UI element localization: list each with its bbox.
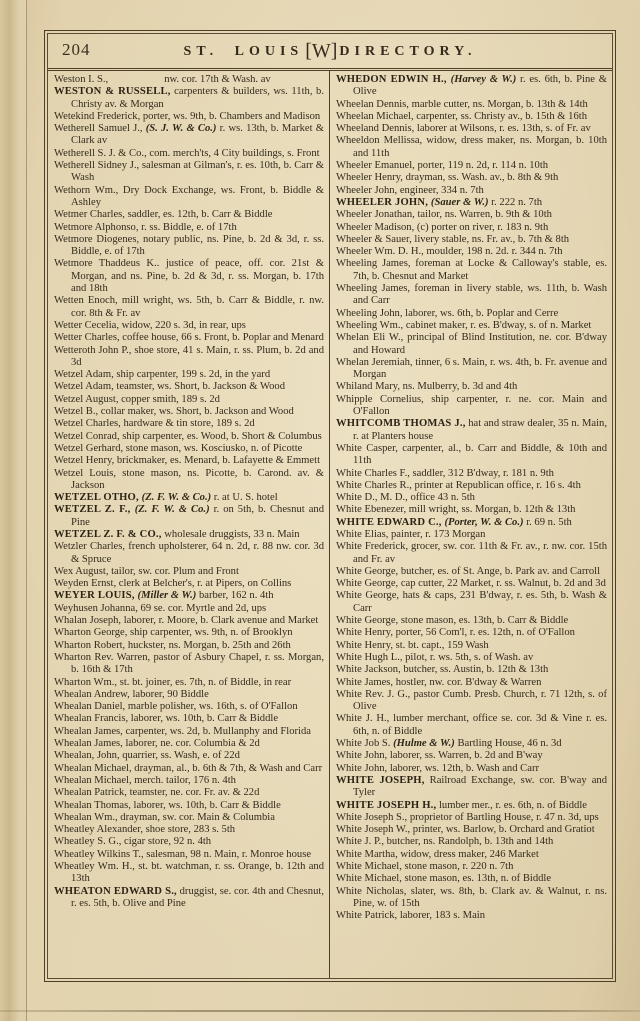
directory-entry: White Henry, porter, 56 Com'l, r. es. 12th, n. of O'Fallon [336,627,575,639]
directory-entry: Wheeling Wm., cabinet maker, r. es. B'dway, s. of n. Market [336,319,592,331]
directory-entry: White Ebenezer, mill wright, ss. Morgan, b. 12th & 13th [336,504,576,516]
directory-entry: White Frederick, grocer, sw. cor. 11th & Fr. av., r. nw. cor. 15th and Fr. av [336,541,607,565]
directory-entry: Wheatley Alexander, shoe store, 283 s. 5th [54,824,236,836]
directory-entry: WEYER LOUIS, (Miller & W.) barber, 162 n. 4th [54,590,274,602]
directory-entry: WHITCOMB THOMAS J., hat and straw dealer, 35 n. Main, r. at Planters house [336,418,607,442]
directory-entry: Wharton George, ship carpenter, ws. 9th, n. of Brooklyn [54,627,293,639]
directory-entry: Whealan Patrick, teamster, ne. cor. Fr. av. & 22d [54,787,260,799]
column-left [48,71,330,978]
directory-entry: Whealan Andrew, laborer, 90 Biddle [54,688,209,700]
page-title-left: ST. LOUIS [183,43,304,59]
directory-entry: Wetmore Thaddeus K.. justice of peace, off. cor. 21st & Morgan, and ns. Pine, b. 2d & 3d, r. ss. Morgan, b. 17th and 18th [54,258,324,295]
directory-entry: White Joseph S., proprietor of Bartling House, r. 47 n. 3d, ups [336,811,599,823]
page-title-right: DIRECTORY. [339,43,477,59]
page-title [184,40,477,63]
directory-entry: White Michael, stone mason, es. 13th, n. of Biddle [336,873,552,885]
directory-entry: WHEELER JOHN, (Sauer & W.) r. 222 n. 7th [336,196,543,208]
directory-entry: Weyhusen Johanna, 69 se. cor. Myrtle and 2d, ups [54,602,267,614]
directory-entry: Wheeler & Sauer, livery stable, ns. Fr. av., b. 7th & 8th [336,233,570,245]
directory-entry: Wheatley Wm. H., st. bt. watchman, r. ss. Orange, b. 12th and 13th [54,861,324,885]
directory-entry: Wheeler Madison, (c) porter on river, r. 183 n. 9th [336,221,549,233]
directory-entry: Wetzel Gerhard, stone mason, ws. Kosciusko, n. of Picotte [54,442,303,454]
directory-entry: Whealan Michael, merch. tailor, 176 n. 4th [54,774,236,786]
directory-entry: White Casper, carpenter, al., b. Carr and Biddle, & 10th and 11th [336,442,607,467]
directory-entry: White Charles F., saddler, 312 B'dway, r. 181 n. 9th [336,467,554,479]
directory-entry: WHEDON EDWIN H., (Harvey & W.) r. es. 6th, b. Pine & Olive [336,74,607,98]
directory-entry: Wheeler Henry, drayman, ss. Wash. av., b. 8th & 9th [336,172,559,184]
directory-entry: Wharton Wm., st. bt. joiner, es. 7th, n. of Biddle, in rear [54,676,292,688]
directory-entry: Whalan Joseph, laborer, r. Moore, b. Clark avenue and Market [54,615,319,627]
directory-entry: WETZEL Z. F., (Z. F. W. & Co.) r. on 5th, b. Chesnut and Pine [54,504,324,528]
directory-entry: Wetzel Adam, ship carpenter, 199 s. 2d, in the yard [54,369,271,381]
directory-entry: Wetmore Diogenes, notary public, ns. Pine, b. 2d & 3d, r. ss. Biddle, e. of 17th [54,233,324,258]
directory-entry: Wetter Cecelia, widow, 220 s. 3d, in rear, ups [54,319,246,331]
directory-entry: White Nicholas, slater, ws. 8th, b. Clark av. & Walnut, r. ns. Pine, w. of 15th [336,885,607,909]
directory-entry: WHEATON EDWARD S., druggist, se. cor. 4th and Chesnut, r. es. 5th, b. Olive and Pine [54,885,324,909]
directory-entry: Wetmer Charles, saddler, es. 12th, b. Carr & Biddle [54,209,273,221]
directory-entry: Wetten Enoch, mill wright, ws. 5th, b. Carr & Biddle, r. nw. cor. 8th & Fr. av [54,295,324,319]
directory-entry: White Rev. J. G., pastor Cumb. Presb. Church, r. 71 12th, s. of Olive [336,688,607,713]
directory-entry: Wetmore Alphonso, r. ss. Biddle, e. of 17th [54,221,237,233]
directory-entry: Whealan Francis, laborer, ws. 10th, b. Carr & Biddle [54,713,279,725]
directory-entry: Whealan Wm., drayman, sw. cor. Main & Columbia [54,811,275,823]
directory-entry: Whiland Mary, ns. Mulberry, b. 3d and 4th [336,381,518,393]
directory-entry: White D., M. D., office 43 n. 5th [336,492,475,504]
directory-entry: Wheelan Dennis, marble cutter, ns. Morgan, b. 13th & 14th [336,98,588,110]
directory-entry: Wetherell Samuel J., (S. J. W. & Co.) r. ws. 13th, b. Market & Clark av [54,123,324,147]
directory-entry: Wheeland Dennis, laborer at Wilsons, r. es. 13th, s. of Fr. av [336,123,591,135]
directory-entry: WHITE JOSEPH, Railroad Exchange, sw. cor. B'way and Tyler [336,774,607,799]
directory-entry: WETZEL Z. F. & CO., wholesale druggists, 33 n. Main [54,528,300,540]
directory-entry: Whealan, John, quarrier, ss. Wash, e. of 22d [54,750,240,762]
directory-entry: White George, cap cutter, 22 Market, r. ss. Walnut, b. 2d and 3d [336,578,606,590]
directory-entry: Wetherell Sidney J., salesman at Gilman's, r. es. 10th, b. Carr & Wash [54,160,324,184]
book-binding-edge [0,0,27,1021]
page-frame [44,30,616,982]
directory-entry: Wex August, tailor, sw. cor. Plum and Front [54,565,239,577]
directory-entry: Wheeling James, foreman at Locke & Calloway's stable, es. 7th, b. Chesnut and Market [336,258,607,282]
directory-entry: White J. H., lumber merchant, office se. cor. 3d & Vine r. es. 6th, n. of Biddle [336,713,607,737]
directory-entry: Wharton Robert, huckster, ns. Morgan, b. 25th and 26th [54,639,291,651]
directory-entry: White Charles R., printer at Republican office, r. 16 s. 4th [336,479,581,491]
directory-entry: White Elias, painter, r. 173 Morgan [336,528,486,540]
directory-entry: White Hugh L., pilot, r. ws. 5th, s. of Wash. av [336,651,534,663]
directory-entry: Wetzel B., collar maker, ws. Short, b. Jackson and Wood [54,406,294,418]
directory-entry: Wheeler Wm. D. H., moulder, 198 n. 2d. r. 344 n. 7th [336,246,563,258]
directory-columns [48,71,612,978]
directory-entry: Weyden Ernst, clerk at Belcher's, r. at Pipers, on Collins [54,578,292,590]
directory-entry: Wheatley Wilkins T., salesman, 98 n. Main, r. Monroe house [54,848,312,860]
directory-entry: Wetzler Charles, french upholsterer, 64 n. 2d, r. 88 nw. cor. 3d & Spruce [54,541,324,565]
directory-entry: White James, hostler, nw. cor. B'dway & Warren [336,676,542,688]
directory-entry: Wetzel Louis, stone mason, ns. Picotte, b. Carond. av. & Jackson [54,467,324,491]
directory-entry: Whealan Thomas, laborer, ws. 10th, b. Carr & Biddle [54,799,281,811]
directory-entry: Weston I. S., nw. cor. 17th & Wash. av [54,74,271,85]
directory-entry: White Michael, stone mason, r. 220 n. 7th [336,861,514,872]
directory-entry: Wheatley S. G., cigar store, 92 n. 4th [54,836,212,848]
directory-entry: White Job S. (Hulme & W.) Bartling House, 46 n. 3d [336,738,562,750]
page-frame-inner [47,33,613,979]
directory-entry: Whealan James, carpenter, ws. 2d, b. Mullanphy and Florida [54,725,311,737]
directory-entry: Wheelan Michael, carpenter, ss. Christy av., b. 15th & 16th [336,110,588,122]
directory-entry: Wetzel Conrad, ship carpenter, es. Wood, b. Short & Columbus [54,430,322,442]
directory-entry: White Jackson, butcher, ss. Austin, b. 12th & 13th [336,664,549,676]
directory-entry: Wharton Rev. Warren, pastor of Asbury Chapel, r. ss. Morgan, b. 16th & 17th [54,651,324,676]
directory-entry: Wheeling John, laborer, ws. 6th, b. Poplar and Cerre [336,307,559,319]
directory-entry: White George, hats & caps, 231 B'dway, r. es. 5th, b. Wash & Carr [336,590,607,614]
column-right [330,71,612,978]
directory-entry: White George, butcher, es. of St. Ange, b. Park av. and Carroll [336,565,601,577]
directory-entry: Wetherell S. J. & Co., com. merch'ts, 4 City buildings, s. Front [54,147,320,159]
page-number: 204 [62,40,91,59]
directory-entry: Whealan Michael, drayman, al., b. 6th & 7th, & Wash and Carr [54,762,323,774]
directory-entry: Wheeler Emanuel, porter, 119 n. 2d, r. 114 n. 10th [336,160,549,172]
page-title-section-letter: [W] [305,39,338,62]
directory-entry: Whipple Cornelius, ship carpenter, r. ne. cor. Main and O'Fallon [336,393,607,418]
directory-entry: Wetter Charles, coffee house, 66 s. Front, b. Poplar and Menard [54,332,324,344]
directory-entry: Wethorn Wm., Dry Dock Exchange, ws. Front, b. Biddle & Ashley [54,184,324,208]
directory-entry: WHITE EDWARD C., (Porter, W. & Co.) r. 69 n. 5th [336,516,572,528]
directory-entry: Whealan James, laborer, ne. cor. Columbia & 2d [54,738,260,750]
directory-entry: Wetzel Henry, brickmaker, es. Menard, b. Lafayette & Emmett [54,455,321,467]
page-bottom-edge [0,1010,640,1012]
directory-entry: White George, stone mason, es. 13th, b. Carr & Biddle [336,615,569,627]
directory-entry: WESTON & RUSSELL, carpenters & builders, ws. 11th, b. Christy av. & Morgan [54,86,324,110]
directory-entry: White Henry, st. bt. capt., 159 Wash [336,639,489,651]
directory-entry: Wheeldon Mellissa, widow, dress maker, ns. Morgan, b. 10th and 11th [336,135,607,159]
directory-entry: Wheeler John, engineer, 334 n. 7th [336,184,484,196]
directory-entry: White J. P., butcher, ns. Randolph, b. 13th and 14th [336,836,554,848]
directory-entry: White Martha, widow, dress maker, 246 Market [336,848,539,860]
directory-entry: White Patrick, laborer, 183 s. Main [336,910,486,922]
directory-entry: WHITE JOSEPH H., lumber mer., r. es. 6th, n. of Biddle [336,799,587,811]
directory-entry: Wetekind Frederick, porter, ws. 9th, b. Chambers and Madison [54,110,321,122]
directory-entry: Wetzel Adam, teamster, ws. Short, b. Jackson & Wood [54,381,285,393]
directory-entry: White John, laborer, ws. 12th, b. Wash and Carr [336,762,540,774]
directory-entry: Wheeling James, foreman in livery stable, ws. 11th, b. Wash and Carr [336,283,607,307]
directory-entry: White John, laborer, ss. Warren, b. 2d and B'way [336,750,543,762]
directory-entry: White Joseph W., printer, ws. Barlow, b. Orchard and Gratiot [336,824,595,836]
directory-entry: Wheeler Jonathan, tailor, ns. Warren, b. 9th & 10th [336,209,552,221]
directory-entry: WETZEL OTHO, (Z. F. W. & Co.) r. at U. S. hotel [54,492,278,504]
page-header [48,34,612,71]
directory-entry: Wetzel Charles, hardware & tin store, 189 s. 2d [54,418,255,430]
directory-entry: Whelan Eli W., principal of Blind Institution, ne. cor. B'dway and Howard [336,332,607,356]
directory-entry: Whealan Daniel, marble polisher, ws. 16th, s. of O'Fallon [54,701,298,713]
directory-entry: Wetteroth John P., shoe store, 41 s. Main, r. ss. Plum, b. 2d and 3d [54,344,324,368]
directory-entry: Wetzel August, copper smith, 189 s. 2d [54,393,220,405]
directory-entry: Whelan Jeremiah, tinner, 6 s. Main, r. ws. 4th, b. Fr. avenue and Morgan [336,356,607,381]
